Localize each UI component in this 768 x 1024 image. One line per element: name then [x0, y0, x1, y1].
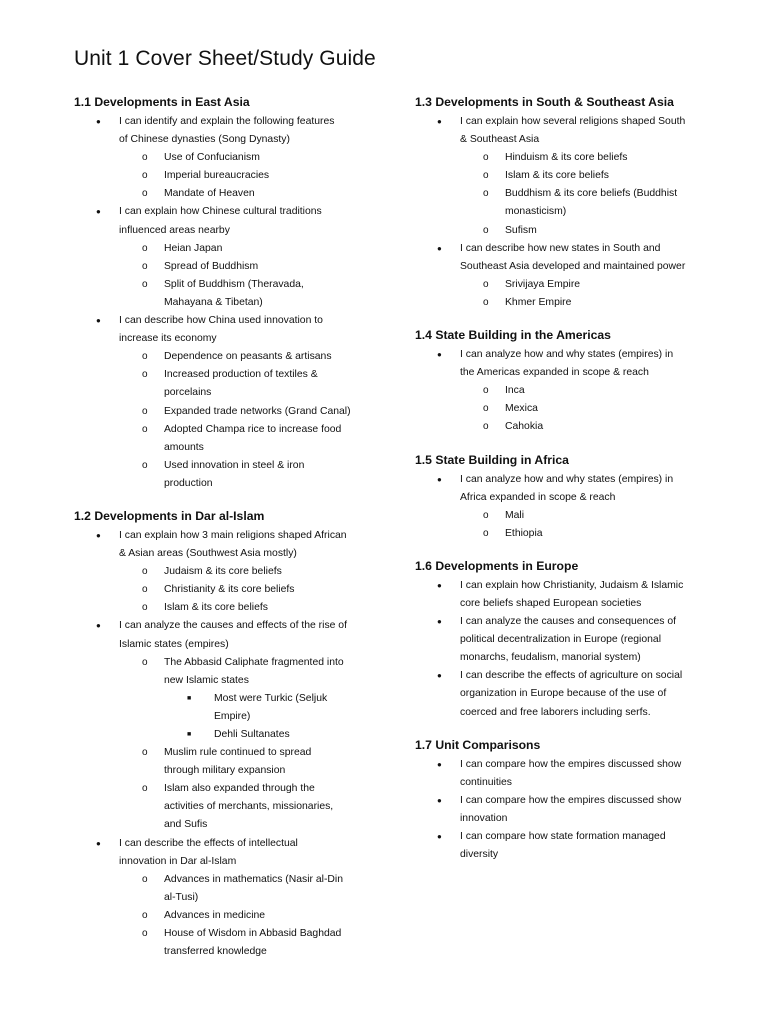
- circle-marker: o: [142, 170, 148, 182]
- list-item: [415, 507, 725, 525]
- list-item: [74, 276, 384, 294]
- list-item: [74, 708, 384, 726]
- list-item: [74, 222, 384, 240]
- list-item: [74, 294, 384, 312]
- list-item: [415, 364, 725, 382]
- bullet-marker: ●: [96, 207, 101, 217]
- square-marker: ■: [187, 731, 192, 738]
- list-item-text: I can identify and explain the following features: [119, 116, 335, 127]
- circle-marker: o: [142, 873, 148, 885]
- list-item: [74, 780, 384, 798]
- list-item: [74, 816, 384, 834]
- circle-marker: o: [142, 188, 148, 200]
- list-item-text: Dependence on peasants & artisans: [164, 351, 332, 363]
- list-item-text: I can analyze the causes and effects of the rise of: [119, 620, 347, 632]
- list-item-text: increase its economy: [119, 333, 217, 345]
- circle-marker: o: [142, 602, 148, 614]
- right-column: [415, 94, 725, 879]
- list-item: [415, 400, 725, 418]
- list-item: [74, 167, 384, 185]
- bullet-marker: ●: [96, 838, 101, 848]
- list-item: [74, 439, 384, 457]
- list-item-text: diversity: [460, 849, 499, 861]
- list-item: [74, 403, 384, 421]
- list-item-text: continuities: [460, 776, 512, 788]
- list-item-text: I can compare how state formation managed: [460, 831, 666, 842]
- section: [415, 558, 725, 722]
- list-item-text: monasticism): [505, 206, 567, 218]
- circle-marker: o: [142, 656, 148, 668]
- circle-marker: o: [142, 260, 148, 272]
- list-item-text: Mandate of Heaven: [164, 188, 255, 200]
- list-item: [74, 636, 384, 654]
- list-item: [74, 131, 384, 149]
- list-item: [415, 792, 725, 810]
- list-item: [74, 798, 384, 816]
- list-item-text: Use of Confucianism: [164, 152, 260, 164]
- section-heading: 1.4 State Building in the Americas: [415, 328, 611, 343]
- section: [74, 94, 384, 493]
- left-column: [74, 94, 384, 976]
- list-item: [74, 762, 384, 780]
- circle-marker: o: [142, 783, 148, 795]
- list-item-text: & Asian areas (Southwest Asia mostly): [119, 548, 297, 560]
- list-item-text: and Sufis: [164, 819, 208, 831]
- list-item-text: I can describe how China used innovation to: [119, 315, 323, 327]
- list-item-text: Sufism: [505, 224, 537, 236]
- section: [415, 737, 725, 865]
- list-item: [74, 545, 384, 563]
- list-item: [415, 613, 725, 631]
- list-item-text: Muslim rule continued to spread: [164, 747, 312, 759]
- list-item-text: Mexica: [505, 403, 538, 415]
- bullet-marker: ●: [437, 671, 442, 681]
- circle-marker: o: [142, 928, 148, 940]
- list-item: [415, 774, 725, 792]
- section-heading: 1.5 State Building in Africa: [415, 452, 569, 467]
- list-item: [74, 726, 384, 744]
- list-item: [74, 925, 384, 943]
- list-item: [74, 457, 384, 475]
- list-item: [415, 240, 725, 258]
- list-item-text: amounts: [164, 441, 204, 453]
- list-item: [415, 489, 725, 507]
- list-item-text: Adopted Champa rice to increase food: [164, 423, 342, 435]
- bullet-marker: ●: [437, 795, 442, 805]
- list-item-text: Southeast Asia developed and maintained power: [460, 260, 686, 272]
- list-item: [74, 421, 384, 439]
- circle-marker: o: [483, 296, 489, 308]
- square-marker: ■: [187, 694, 192, 702]
- list-item-text: I can describe how new states in South and: [460, 242, 661, 254]
- list-item: [74, 185, 384, 203]
- list-item-text: al-Tusi): [164, 891, 199, 903]
- section: [415, 327, 725, 436]
- list-item-text: through military expansion: [164, 765, 286, 777]
- list-item-text: I can compare how the empires discussed show: [460, 794, 682, 806]
- list-item-text: I can analyze how and why states (empires) in: [460, 349, 674, 361]
- list-item-text: The Abbasid Caliphate fragmented into: [164, 656, 344, 668]
- list-item-text: activities of merchants, missionaries,: [164, 801, 334, 813]
- list-item: [415, 418, 725, 436]
- list-item-text: Islam & its core beliefs: [505, 170, 609, 182]
- list-item: [415, 167, 725, 185]
- list-item-text: & Southeast Asia: [460, 134, 540, 146]
- list-item-text: Expanded trade networks (Grand Canal): [164, 405, 351, 417]
- list-item-text: I can analyze the causes and consequences of: [460, 616, 677, 628]
- list-item-text: Advances in mathematics (Nasir al-Din: [164, 873, 344, 885]
- list-item: [415, 149, 725, 167]
- list-item-text: Islam & its core beliefs: [164, 602, 268, 614]
- list-item-text: new Islamic states: [164, 674, 249, 686]
- list-item-text: Khmer Empire: [505, 296, 572, 308]
- list-item: [415, 203, 725, 221]
- circle-marker: o: [483, 385, 489, 397]
- list-item: [74, 617, 384, 635]
- list-item: [74, 258, 384, 276]
- list-item-text: Spread of Buddhism: [164, 260, 259, 272]
- list-item-text: I can compare how the empires discussed show: [460, 758, 682, 770]
- section-heading: 1.2 Developments in Dar al-Islam: [74, 508, 265, 523]
- bullet-marker: ●: [437, 759, 442, 769]
- list-item-text: innovation: [460, 812, 508, 824]
- section: [415, 452, 725, 543]
- bullet-marker: ●: [437, 474, 442, 484]
- list-item: [74, 889, 384, 907]
- list-item-text: Heian Japan: [164, 242, 223, 254]
- list-item-text: core beliefs shaped European societies: [460, 597, 642, 609]
- list-item: [415, 471, 725, 489]
- list-item: [74, 672, 384, 690]
- circle-marker: o: [142, 423, 148, 435]
- list-item: [415, 810, 725, 828]
- list-item-text: I can analyze how and why states (empires) in: [460, 473, 674, 485]
- list-item: [74, 330, 384, 348]
- list-item-text: coerced and free laborers including serfs.: [460, 706, 651, 718]
- circle-marker: o: [142, 584, 148, 596]
- list-item-text: Increased production of textiles &: [164, 369, 318, 381]
- list-item: [74, 563, 384, 581]
- list-item: [415, 704, 725, 722]
- circle-marker: o: [483, 527, 489, 539]
- circle-marker: o: [483, 421, 489, 433]
- list-item: [74, 149, 384, 167]
- list-item-text: Christianity & its core beliefs: [164, 584, 295, 596]
- list-item: [74, 312, 384, 330]
- list-item-text: I can describe the effects of agriculture on social: [460, 670, 683, 682]
- list-item-text: I can explain how several religions shaped South: [460, 116, 686, 127]
- circle-marker: o: [483, 152, 489, 164]
- circle-marker: o: [142, 242, 148, 254]
- circle-marker: o: [142, 278, 148, 290]
- section: [74, 508, 384, 961]
- list-item: [415, 685, 725, 703]
- bullet-marker: ●: [437, 350, 442, 360]
- circle-marker: o: [142, 747, 148, 759]
- section: [415, 94, 725, 312]
- list-item-text: of Chinese dynasties (Song Dynasty): [119, 134, 290, 146]
- list-item-text: Mali: [505, 509, 525, 521]
- list-item-text: Islamic states (empires): [119, 638, 229, 650]
- circle-marker: o: [483, 170, 489, 182]
- circle-marker: o: [142, 566, 148, 578]
- list-item-text: Mahayana & Tibetan): [164, 296, 263, 308]
- list-item: [74, 871, 384, 889]
- list-item-text: I can describe the effects of intellectual: [119, 837, 298, 849]
- list-item: [74, 581, 384, 599]
- list-item-text: transferred knowledge: [164, 946, 267, 958]
- list-item-text: I can explain how Christianity, Judaism & Islamic: [460, 579, 684, 591]
- list-item-text: Buddhism & its core beliefs (Buddhist: [505, 188, 678, 200]
- list-item: [415, 294, 725, 312]
- list-item-text: I can explain how 3 main religions shaped African: [119, 529, 347, 541]
- list-item: [74, 240, 384, 258]
- list-item-text: House of Wisdom in Abbasid Baghdad: [164, 928, 342, 940]
- list-item: [74, 527, 384, 545]
- list-item: [74, 599, 384, 617]
- circle-marker: o: [142, 459, 148, 471]
- bullet-marker: ●: [437, 117, 442, 126]
- list-item-text: Imperial bureaucracies: [164, 170, 270, 182]
- list-item: [74, 203, 384, 221]
- bullet-marker: ●: [437, 243, 442, 253]
- list-item-text: political decentralization in Europe (regional: [460, 634, 662, 646]
- list-item: [74, 475, 384, 493]
- bullet-marker: ●: [437, 617, 442, 627]
- list-item: [415, 846, 725, 864]
- list-item: [74, 744, 384, 762]
- list-item: [415, 649, 725, 667]
- bullet-marker: ●: [96, 117, 101, 126]
- circle-marker: o: [142, 369, 148, 381]
- section-heading: 1.3 Developments in South & Southeast Asia: [415, 95, 674, 109]
- list-item-text: I can explain how Chinese cultural traditions: [119, 206, 322, 218]
- list-item-text: Inca: [505, 385, 525, 397]
- bullet-marker: ●: [437, 580, 442, 590]
- list-item-text: organization in Europe because of the use of: [460, 688, 667, 700]
- list-item: [74, 907, 384, 925]
- circle-marker: o: [483, 278, 489, 290]
- list-item-text: Islam also expanded through the: [164, 783, 315, 795]
- circle-marker: o: [483, 224, 489, 236]
- list-item: [415, 577, 725, 595]
- list-item-text: Empire): [214, 710, 251, 722]
- list-item: [415, 185, 725, 203]
- list-item: [415, 756, 725, 774]
- bullet-marker: ●: [96, 316, 101, 326]
- list-item-text: innovation in Dar al-Islam: [119, 855, 237, 867]
- list-item: [415, 346, 725, 364]
- list-item: [74, 943, 384, 961]
- list-item-text: influenced areas nearby: [119, 224, 230, 236]
- bullet-marker: ●: [96, 621, 101, 631]
- list-item: [74, 654, 384, 672]
- list-item: [415, 131, 725, 149]
- bullet-marker: ●: [96, 530, 101, 540]
- list-item: [74, 835, 384, 853]
- list-item-text: Split of Buddhism (Theravada,: [164, 278, 304, 290]
- circle-marker: o: [483, 509, 489, 521]
- section-heading: 1.1 Developments in East Asia: [74, 95, 250, 109]
- list-item-text: porcelains: [164, 387, 212, 399]
- list-item: [74, 113, 384, 131]
- list-item-text: Cahokia: [505, 421, 544, 433]
- list-item: [415, 222, 725, 240]
- section-heading: 1.7 Unit Comparisons: [415, 737, 541, 752]
- bullet-marker: ●: [437, 832, 442, 841]
- list-item-text: Judaism & its core beliefs: [164, 566, 282, 578]
- list-item-text: monarchs, feudalism, manorial system): [460, 652, 641, 664]
- list-item: [74, 366, 384, 384]
- list-item-text: Dehli Sultanates: [214, 729, 290, 740]
- list-item: [415, 276, 725, 294]
- list-item-text: Ethiopia: [505, 527, 543, 539]
- page-title: Unit 1 Cover Sheet/Study Guide: [74, 47, 376, 70]
- list-item: [415, 382, 725, 400]
- list-item: [415, 113, 725, 131]
- list-item: [415, 595, 725, 613]
- list-item: [415, 667, 725, 685]
- circle-marker: o: [142, 152, 148, 164]
- circle-marker: o: [142, 351, 148, 363]
- list-item: [415, 525, 725, 543]
- circle-marker: o: [142, 405, 148, 417]
- section-heading: 1.6 Developments in Europe: [415, 558, 579, 573]
- list-item: [415, 258, 725, 276]
- list-item-text: Hinduism & its core beliefs: [505, 152, 628, 164]
- list-item: [74, 853, 384, 871]
- list-item-text: Most were Turkic (Seljuk: [214, 692, 328, 704]
- list-item-text: Africa expanded in scope & reach: [460, 491, 616, 503]
- list-item: [74, 690, 384, 708]
- circle-marker: o: [483, 188, 489, 200]
- circle-marker: o: [142, 909, 148, 921]
- list-item: [74, 384, 384, 402]
- list-item: [74, 348, 384, 366]
- list-item: [415, 631, 725, 649]
- list-item-text: Used innovation in steel & iron: [164, 459, 305, 471]
- list-item-text: production: [164, 477, 213, 489]
- list-item-text: the Americas expanded in scope & reach: [460, 367, 649, 379]
- list-item-text: Advances in medicine: [164, 909, 266, 921]
- circle-marker: o: [483, 403, 489, 415]
- list-item: [415, 828, 725, 846]
- list-item-text: Srivijaya Empire: [505, 278, 581, 290]
